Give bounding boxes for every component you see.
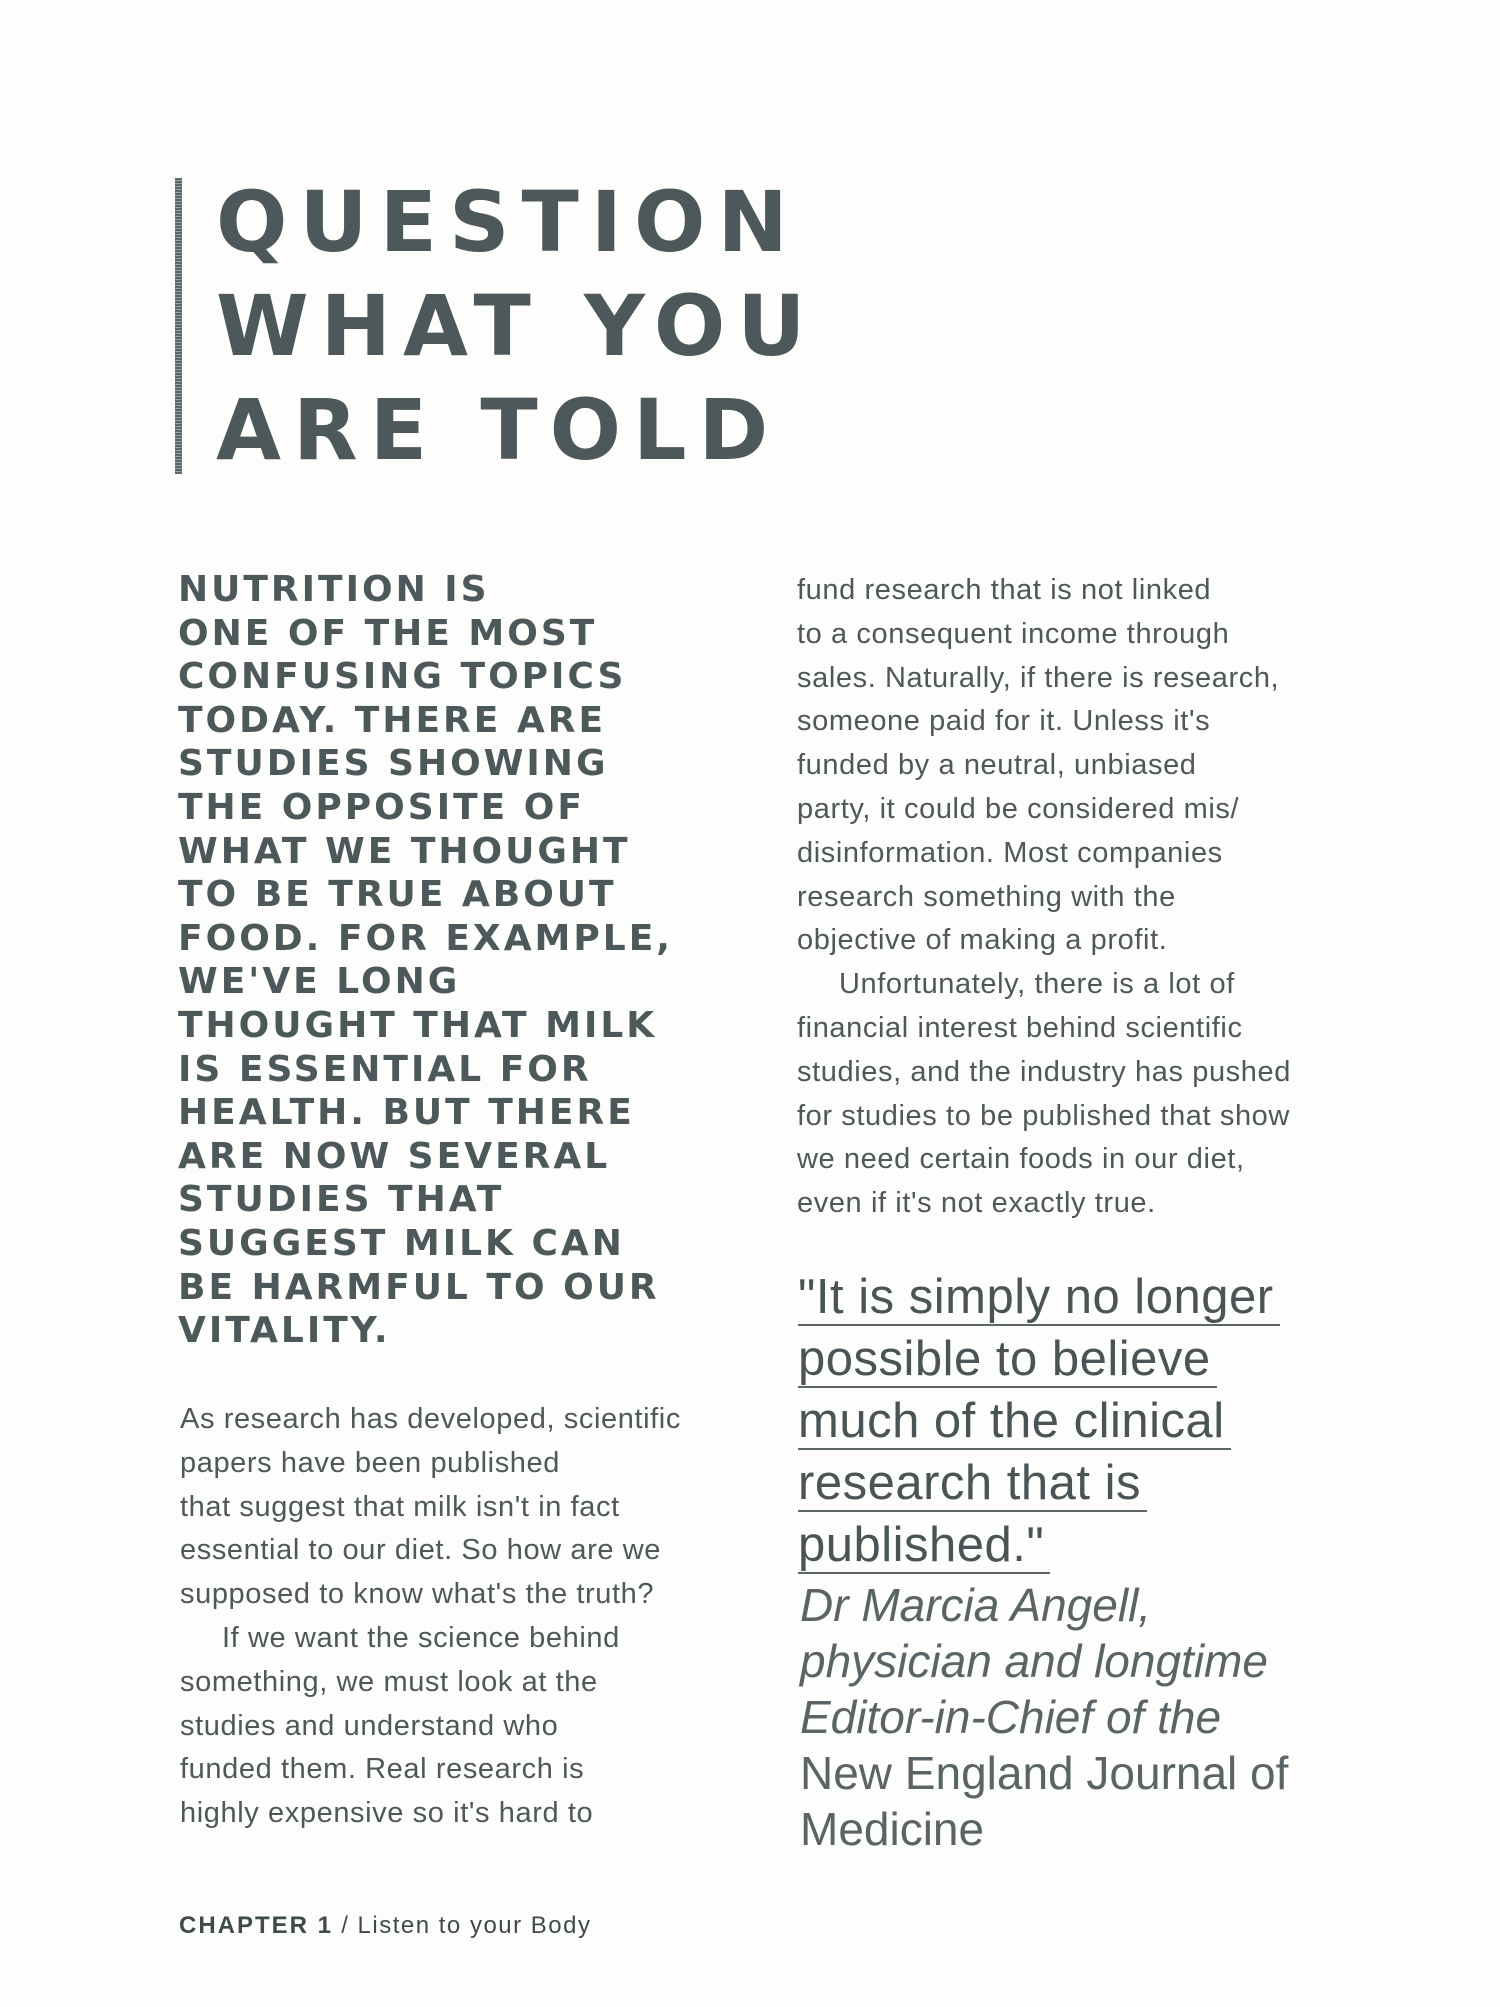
left-body-text bbox=[180, 1398, 740, 1836]
quote-attribution bbox=[800, 1577, 1288, 1857]
lede-line: CONFUSING TOPICS bbox=[178, 656, 627, 698]
lede-line: NUTRITION IS bbox=[178, 569, 490, 610]
lede-line: WHAT WE THOUGHT bbox=[178, 830, 631, 872]
title-line: WHAT YOU bbox=[216, 277, 818, 375]
page-title bbox=[216, 170, 817, 482]
body-line: fund research that is not linked bbox=[797, 574, 1212, 606]
body-line: something, we must look at the bbox=[180, 1665, 598, 1698]
quote-line: research that is bbox=[798, 1456, 1147, 1512]
right-body-text bbox=[797, 569, 1357, 1226]
pull-quote bbox=[798, 1268, 1280, 1578]
footer-section: Listen to your Body bbox=[357, 1912, 592, 1939]
body-line: disinformation. Most companies bbox=[797, 836, 1223, 869]
body-line: for studies to be published that show bbox=[797, 1099, 1290, 1132]
body-line: financial interest behind scientific bbox=[797, 1011, 1243, 1044]
lede-line: THE OPPOSITE OF bbox=[178, 786, 585, 828]
title-accent-bar bbox=[175, 178, 182, 474]
quote-line: published." bbox=[798, 1518, 1050, 1574]
lede-paragraph bbox=[178, 568, 738, 1353]
body-line: objective of making a profit. bbox=[797, 924, 1168, 957]
lede-line: BE HARMFUL TO OUR bbox=[178, 1266, 660, 1308]
body-line: funded by a neutral, unbiased bbox=[797, 749, 1197, 782]
quote-line: much of the clinical bbox=[798, 1394, 1231, 1450]
body-line: If we want the science behind bbox=[222, 1621, 620, 1654]
attribution-line: New England Journal of bbox=[800, 1747, 1289, 1799]
title-line: QUESTION bbox=[216, 173, 800, 271]
body-line: studies and understand who bbox=[180, 1709, 559, 1742]
lede-line: TO BE TRUE ABOUT bbox=[178, 874, 617, 916]
title-line: ARE TOLD bbox=[216, 381, 781, 479]
body-line: essential to our diet. So how are we bbox=[180, 1534, 662, 1567]
lede-line: IS ESSENTIAL FOR bbox=[178, 1048, 592, 1090]
lede-line: SUGGEST MILK CAN bbox=[178, 1222, 625, 1264]
body-line: someone paid for it. Unless it's bbox=[797, 705, 1211, 738]
lede-line: THOUGHT THAT MILK bbox=[178, 1004, 658, 1046]
footer-chapter: CHAPTER 1 bbox=[179, 1912, 334, 1939]
lede-line: ONE OF THE MOST bbox=[178, 612, 598, 654]
body-line: papers have been published bbox=[180, 1446, 560, 1479]
body-line: even if it's not exactly true. bbox=[797, 1187, 1156, 1220]
attribution-line: Editor-in-Chief of the bbox=[800, 1691, 1222, 1743]
footer-separator: / bbox=[341, 1912, 350, 1939]
quote-line: "It is simply no longer bbox=[798, 1270, 1280, 1326]
attribution-line: physician and longtime bbox=[800, 1635, 1268, 1687]
body-line: funded them. Real research is bbox=[180, 1753, 585, 1786]
lede-line: STUDIES SHOWING bbox=[178, 743, 609, 785]
attribution-line: Medicine bbox=[800, 1803, 985, 1855]
body-line: supposed to know what's the truth? bbox=[180, 1578, 655, 1611]
attribution-line: Dr Marcia Angell, bbox=[800, 1579, 1152, 1631]
body-line: we need certain foods in our diet, bbox=[797, 1143, 1245, 1176]
lede-line: HEALTH. BUT THERE bbox=[178, 1092, 635, 1134]
body-line: Unfortunately, there is a lot of bbox=[839, 968, 1235, 1001]
body-line: research something with the bbox=[797, 880, 1176, 913]
body-line: to a consequent income through bbox=[797, 617, 1230, 650]
body-line: sales. Naturally, if there is research, bbox=[797, 661, 1280, 694]
body-line: studies, and the industry has pushed bbox=[797, 1055, 1291, 1088]
lede-line: VITALITY. bbox=[178, 1310, 391, 1352]
lede-line: TODAY. THERE ARE bbox=[178, 699, 607, 741]
page-footer bbox=[179, 1912, 592, 1940]
lede-line: ARE NOW SEVERAL bbox=[178, 1135, 611, 1177]
body-line: that suggest that milk isn't in fact bbox=[180, 1490, 620, 1523]
lede-line: WE'VE LONG bbox=[178, 961, 461, 1003]
quote-line: possible to believe bbox=[798, 1332, 1217, 1388]
body-line: party, it could be considered mis/ bbox=[797, 792, 1240, 825]
lede-line: FOOD. FOR EXAMPLE, bbox=[178, 917, 673, 959]
lede-line: STUDIES THAT bbox=[178, 1179, 505, 1221]
body-line: highly expensive so it's hard to bbox=[180, 1797, 594, 1830]
body-line: As research has developed, scientific bbox=[180, 1403, 681, 1435]
